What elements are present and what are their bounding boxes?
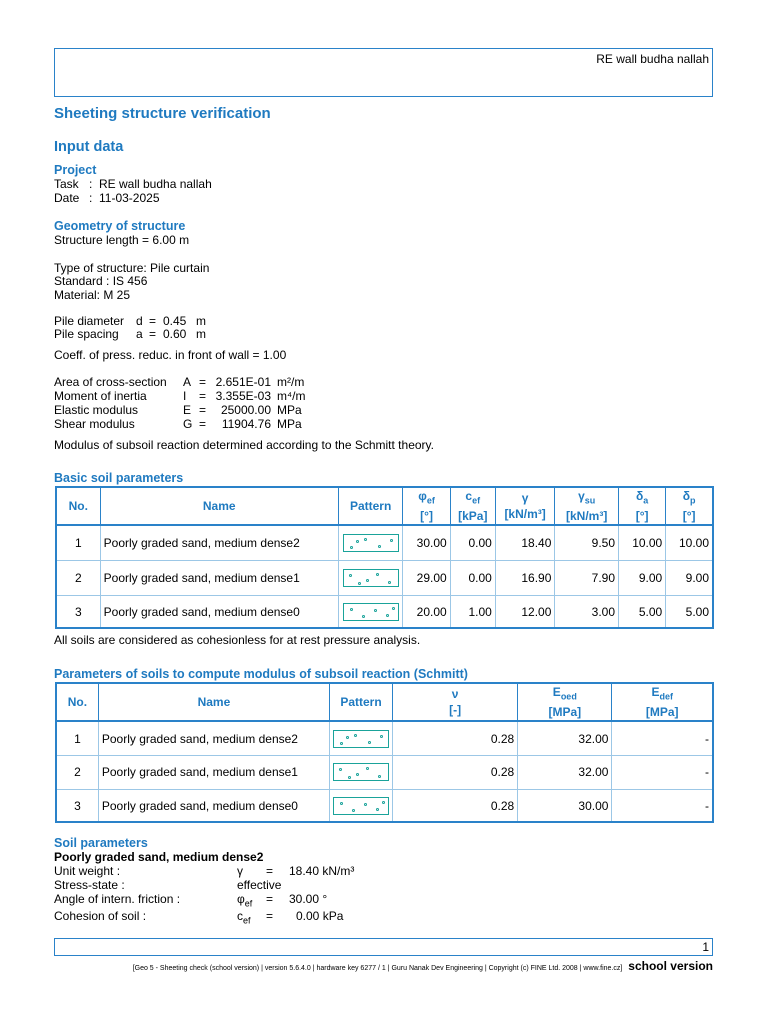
col-delta-p — [666, 487, 713, 525]
inertia-unit: m⁴/m — [277, 389, 306, 403]
elastic-symbol: E — [183, 403, 192, 417]
row-name: Poorly graded sand, medium dense1 — [100, 560, 338, 595]
friction-sub: ef — [244, 898, 253, 909]
row-pattern — [338, 525, 403, 560]
cohesion-eq: = — [266, 909, 274, 923]
gamma-symbol: γ — [521, 491, 529, 506]
shear-symbol: G — [183, 417, 193, 431]
soil-pattern-swatch — [343, 534, 399, 552]
unit-weight-eq: = — [266, 864, 274, 878]
col-name: Name — [100, 487, 338, 525]
footer — [54, 959, 713, 973]
row-eoed: 32.00 — [518, 755, 612, 789]
row-eoed: 30.00 — [518, 789, 612, 822]
col-gamma-su — [555, 487, 619, 525]
header-box — [54, 48, 713, 97]
inertia-label: Moment of inertia — [54, 389, 147, 403]
pile-spacing-symbol: a — [136, 327, 143, 341]
col-pattern: Pattern — [338, 487, 403, 525]
col-eoed — [518, 683, 612, 721]
pile-diameter-unit: m — [196, 314, 206, 328]
basic-soil-heading: Basic soil parameters — [54, 471, 184, 485]
area-symbol: A — [183, 375, 192, 389]
row-gamma: 18.40 — [495, 525, 555, 560]
stress-state-value: effective — [237, 878, 282, 892]
phi-symbol: φ — [418, 489, 427, 503]
soil-name: Poorly graded sand, medium dense2 — [54, 850, 264, 864]
row-name: Poorly graded sand, medium dense1 — [98, 755, 329, 789]
nu-symbol: ν — [451, 687, 459, 702]
friction-sym: φ — [237, 892, 245, 906]
row-eoed: 32.00 — [518, 721, 612, 755]
row-dp: 5.00 — [666, 595, 713, 628]
structure-material: Material: M 25 — [54, 288, 131, 302]
row-no: 3 — [56, 789, 98, 822]
elastic-eq: = — [199, 403, 207, 417]
edef-unit: [MPa] — [645, 705, 679, 720]
row-dp: 10.00 — [666, 525, 713, 560]
page-number: 1 — [702, 940, 709, 954]
soil-params-heading: Soil parameters — [54, 836, 148, 850]
inertia-symbol: I — [183, 389, 187, 403]
edef-sub: def — [659, 691, 673, 702]
row-pattern — [330, 755, 393, 789]
row-name: Poorly graded sand, medium dense0 — [98, 789, 329, 822]
col-name: Name — [98, 683, 329, 721]
soil-pattern-swatch — [343, 603, 399, 621]
soil-pattern-swatch — [343, 569, 399, 587]
phi-sub: ef — [426, 495, 435, 506]
table-row — [56, 755, 713, 789]
structure-type: Type of structure: Pile curtain — [54, 261, 210, 275]
row-name: Poorly graded sand, medium dense2 — [100, 525, 338, 560]
cohesionless-note: All soils are considered as cohesionless for at rest pressure analysis. — [54, 633, 421, 647]
task-colon: : — [89, 177, 93, 191]
elastic-value: 25000.00 — [220, 403, 271, 417]
col-phi — [403, 487, 450, 525]
table-row — [56, 721, 713, 755]
row-edef: - — [612, 789, 713, 822]
modulus-note: Modulus of subsoil reaction determined according to the Schmitt theory. — [54, 438, 434, 452]
table-row — [56, 595, 713, 628]
cohesion-symbol — [237, 909, 251, 927]
stress-state-label: Stress-state : — [54, 878, 125, 892]
pile-spacing-eq: = — [149, 327, 157, 341]
col-no: No. — [56, 683, 98, 721]
row-nu: 0.28 — [393, 789, 518, 822]
row-da: 10.00 — [619, 525, 666, 560]
cohesion-value: 0.00 kPa — [296, 909, 344, 923]
row-nu: 0.28 — [393, 755, 518, 789]
row-nu: 0.28 — [393, 721, 518, 755]
gsu-unit: [kN/m³] — [566, 509, 608, 524]
table-row — [56, 789, 713, 822]
date-label: Date — [54, 191, 80, 205]
date-value: 11-03-2025 — [99, 191, 160, 205]
dp-sub: p — [690, 495, 696, 506]
row-no: 2 — [56, 755, 98, 789]
row-gsu: 7.90 — [555, 560, 619, 595]
row-c: 0.00 — [450, 525, 495, 560]
phi-unit: [°] — [420, 509, 433, 524]
row-edef: - — [612, 755, 713, 789]
col-no: No. — [56, 487, 100, 525]
table-row — [56, 525, 713, 560]
area-value: 2.651E-01 — [215, 375, 271, 389]
dp-symbol: δ — [682, 489, 690, 503]
page-number-box — [54, 938, 713, 956]
row-name: Poorly graded sand, medium dense2 — [98, 721, 329, 755]
area-unit: m²/m — [277, 375, 305, 389]
c-unit: [kPa] — [458, 509, 488, 524]
edef-symbol: E — [651, 685, 660, 699]
geometry-heading: Geometry of structure — [54, 219, 186, 233]
row-c: 1.00 — [450, 595, 495, 628]
row-da: 9.00 — [619, 560, 666, 595]
area-label: Area of cross-section — [54, 375, 167, 389]
cohesion-sub: ef — [243, 915, 251, 926]
col-nu — [393, 683, 518, 721]
task-value: RE wall budha nallah — [99, 177, 212, 191]
row-no: 2 — [56, 560, 100, 595]
row-pattern — [338, 595, 403, 628]
row-gsu: 9.50 — [555, 525, 619, 560]
coeff-press-reduc: Coeff. of press. reduc. in front of wall = 1.00 — [54, 348, 287, 362]
unit-weight-value: 18.40 kN/m³ — [289, 864, 355, 878]
schmitt-heading: Parameters of soils to compute modulus of subsoil reaction (Schmitt) — [54, 667, 468, 681]
pile-diameter-symbol: d — [136, 314, 143, 328]
pile-diameter-eq: = — [149, 314, 157, 328]
dp-unit: [°] — [682, 509, 696, 524]
row-gamma: 16.90 — [495, 560, 555, 595]
inertia-value: 3.355E-03 — [215, 389, 271, 403]
gsu-symbol: γ — [578, 489, 585, 503]
col-gamma — [495, 487, 555, 525]
date-colon: : — [89, 191, 93, 205]
header-project-name: RE wall budha nallah — [596, 52, 709, 66]
structure-standard: Standard : IS 456 — [54, 274, 148, 288]
footer-info: [Geo 5 - Sheeting check (school version) | version 5.6.4.0 | hardware key 6277 / 1 | Guru Nanak Dev Engineering | Copyright (c) FINE Ltd. 2008 | www.fine.cz] — [132, 965, 623, 972]
friction-value: 30.00 ° — [289, 892, 328, 906]
row-no: 1 — [56, 721, 98, 755]
soil-pattern-swatch — [333, 797, 389, 815]
friction-label: Angle of intern. friction : — [54, 892, 181, 906]
gsu-sub: su — [584, 495, 596, 506]
da-symbol: δ — [635, 489, 644, 503]
pile-spacing-unit: m — [196, 327, 206, 341]
page-title: Sheeting structure verification — [54, 105, 271, 122]
unit-weight-symbol: γ — [237, 864, 243, 878]
eoed-symbol: E — [552, 685, 561, 699]
col-edef — [612, 683, 713, 721]
footer-edition: school version — [628, 959, 713, 973]
cohesion-sym: c — [237, 909, 243, 923]
project-heading: Project — [54, 163, 97, 177]
table-row — [56, 560, 713, 595]
cohesion-label: Cohesion of soil : — [54, 909, 147, 923]
row-edef: - — [612, 721, 713, 755]
gamma-unit: [kN/m³] — [504, 507, 546, 522]
row-phi: 20.00 — [403, 595, 450, 628]
pile-spacing-value: 0.60 — [163, 327, 187, 341]
row-pattern — [330, 789, 393, 822]
c-sub: ef — [472, 495, 481, 506]
elastic-unit: MPa — [277, 403, 302, 417]
shear-unit: MPa — [277, 417, 302, 431]
shear-value: 11904.76 — [221, 417, 271, 431]
row-gamma: 12.00 — [495, 595, 555, 628]
inertia-eq: = — [199, 389, 207, 403]
row-no: 3 — [56, 595, 100, 628]
pile-diameter-label: Pile diameter — [54, 314, 125, 328]
elastic-label: Elastic modulus — [54, 403, 139, 417]
row-no: 1 — [56, 525, 100, 560]
row-pattern — [330, 721, 393, 755]
col-c — [450, 487, 495, 525]
shear-eq: = — [199, 417, 207, 431]
row-c: 0.00 — [450, 560, 495, 595]
nu-unit: [-] — [449, 703, 462, 718]
row-pattern — [338, 560, 403, 595]
structure-length: Structure length = 6.00 m — [54, 233, 190, 247]
col-delta-a — [619, 487, 666, 525]
row-phi: 30.00 — [403, 525, 450, 560]
row-name: Poorly graded sand, medium dense0 — [100, 595, 338, 628]
input-data-heading: Input data — [54, 139, 124, 155]
row-gsu: 3.00 — [555, 595, 619, 628]
shear-label: Shear modulus — [54, 417, 135, 431]
col-pattern: Pattern — [330, 683, 393, 721]
c-symbol: c — [465, 489, 473, 503]
eoed-sub: oed — [560, 691, 577, 702]
task-label: Task — [54, 177, 79, 191]
pile-diameter-value: 0.45 — [163, 314, 187, 328]
schmitt-table — [55, 682, 714, 823]
soil-pattern-swatch — [333, 763, 389, 781]
da-sub: a — [643, 495, 649, 506]
row-dp: 9.00 — [666, 560, 713, 595]
da-unit: [°] — [635, 509, 649, 524]
row-da: 5.00 — [619, 595, 666, 628]
basic-soil-table — [55, 486, 714, 629]
friction-symbol — [237, 892, 252, 910]
eoed-unit: [MPa] — [548, 705, 582, 720]
friction-eq: = — [266, 892, 274, 906]
row-phi: 29.00 — [403, 560, 450, 595]
pile-spacing-label: Pile spacing — [54, 327, 119, 341]
area-eq: = — [199, 375, 207, 389]
unit-weight-label: Unit weight : — [54, 864, 121, 878]
soil-pattern-swatch — [333, 730, 389, 748]
